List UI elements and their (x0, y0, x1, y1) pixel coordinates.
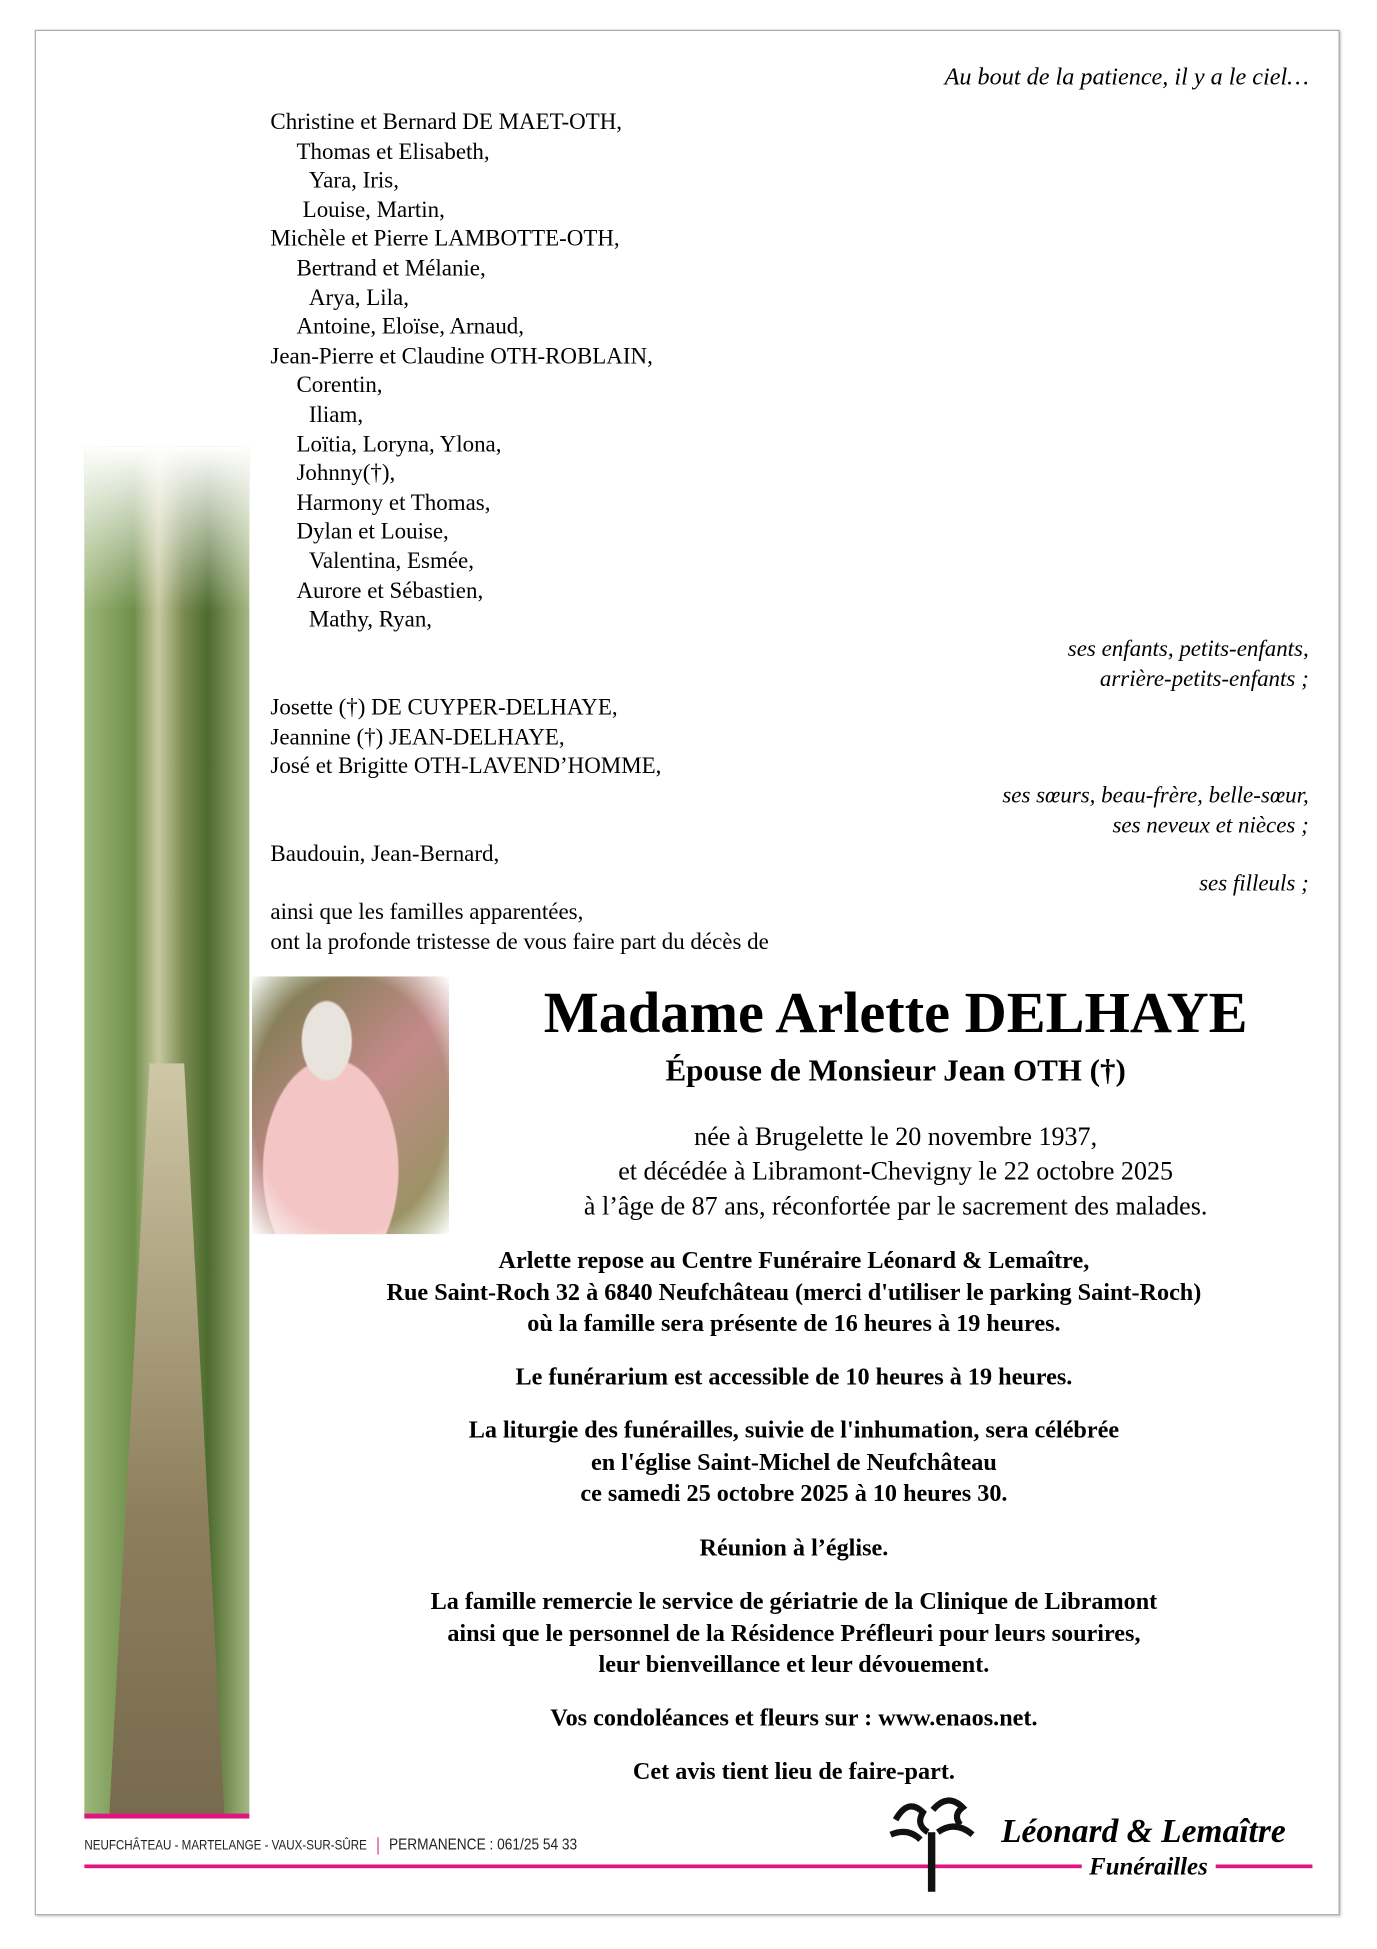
text-line: ce samedi 25 octobre 2025 à 10 heures 30. (580, 1481, 1008, 1508)
family-member-line: Johnny(†), (296, 461, 396, 487)
text-line: Arlette repose au Centre Funéraire Léonard & Lemaître, (498, 1247, 1090, 1274)
closing-line: ainsi que les familles apparentées, (270, 900, 584, 926)
family-list (270, 109, 652, 636)
condolences-link[interactable] (248, 1703, 1340, 1735)
sibling-line: Josette (†) DE CUYPER-DELHAYE, (270, 695, 618, 721)
family-member-line: Iliam, (308, 403, 364, 428)
relation-line: ses enfants, petits-enfants, (1067, 637, 1309, 663)
sibling-line: José et Brigitte OTH-LAVEND’HOMME, (270, 754, 662, 780)
portrait-photo (252, 976, 449, 1234)
footer-permanence: PERMANENCE : 061/25 54 33 (388, 1834, 578, 1854)
birth-death-dates (461, 1119, 1329, 1223)
text-line: leur bienveillance et leur dévouement. (598, 1652, 990, 1679)
family-member-line: Aurore et Sébastien, (296, 578, 484, 604)
family-member-line: Christine et Bernard DE MAET-OTH, (270, 110, 623, 136)
relation-line: ses sœurs, beau-frère, belle-sœur, (1002, 783, 1309, 809)
forest-path-image (84, 447, 249, 1818)
logo-name: Léonard & Lemaître (1001, 1812, 1286, 1850)
text-line: Réunion à l’église. (699, 1535, 889, 1562)
logo-subtitle: Funérailles (1082, 1853, 1215, 1882)
spouse-line: Épouse de Monsieur Jean OTH (†) (665, 1054, 1126, 1088)
date-line: à l’âge de 87 ans, réconfortée par le sacrement des malades. (583, 1190, 1208, 1221)
family-member-line: Louise, Martin, (302, 198, 445, 224)
funerarium-hours (248, 1362, 1340, 1394)
notice-statement (248, 1757, 1340, 1789)
relation-line: ses neveux et nièces ; (1112, 813, 1309, 839)
family-member-line: Loïtia, Loryna, Ylona, (296, 432, 502, 458)
text-line: où la famille sera présente de 16 heures à 19 heures. (527, 1311, 1061, 1338)
family-member-line: Mathy, Ryan, (308, 607, 433, 633)
text-line: La famille remercie le service de gériatrie de la Clinique de Libramont (430, 1589, 1158, 1616)
closing-line: ont la profonde tristesse de vous faire part du décès de (270, 929, 769, 955)
thanks-text (248, 1587, 1340, 1682)
sibling-line: Jeannine (†) JEAN-DELHAYE, (270, 725, 565, 750)
text-line: Cet avis tient lieu de faire-part. (632, 1759, 955, 1786)
family-member-line: Valentina, Esmée, (308, 549, 474, 575)
relation-siblings (1002, 783, 1308, 842)
relation-line: arrière-petits-enfants ; (1099, 666, 1309, 692)
family-member-line: Yara, Iris, (308, 168, 399, 194)
deceased-name: Madame Arlette DELHAYE (543, 981, 1248, 1046)
family-member-line: Thomas et Elisabeth, (296, 139, 490, 165)
family-member-line: Jean-Pierre et Claudine OTH-ROBLAIN, (270, 344, 653, 370)
family-member-line: Harmony et Thomas, (296, 490, 491, 516)
accent-bar (84, 1814, 249, 1819)
family-member-line: Corentin, (296, 373, 383, 399)
tree-icon (883, 1795, 982, 1894)
date-line: née à Brugelette le 20 novembre 1937, (694, 1121, 1098, 1152)
siblings-list (270, 695, 661, 783)
funeral-info (248, 1415, 1340, 1510)
text-line: Le funérarium est accessible de 10 heures à 19 heures. (515, 1364, 1073, 1391)
family-member-line: Bertrand et Mélanie, (296, 256, 486, 282)
funeral-home-logo (883, 1795, 1292, 1894)
closing-text (270, 899, 768, 958)
visitation-info (248, 1245, 1340, 1340)
family-member-line: Dylan et Louise, (296, 520, 449, 545)
text-line: Vos condoléances et fleurs sur : www.enaos.net. (550, 1705, 1038, 1732)
text-line: en l'église Saint-Michel de Neufchâteau (591, 1449, 997, 1476)
family-member-line: Antoine, Eloïse, Arnaud, (296, 315, 525, 341)
text-line: Rue Saint-Roch 32 à 6840 Neufchâteau (merci d'utiliser le parking Saint-Roch) (386, 1279, 1202, 1306)
epigraph-quote: Au bout de la patience, il y a le ciel… (944, 64, 1309, 91)
godchildren: Baudouin, Jean-Bernard, (270, 842, 500, 868)
text-line: La liturgie des funérailles, suivie de l'inhumation, sera célébrée (468, 1417, 1120, 1444)
reunion-info (248, 1533, 1340, 1565)
family-member-line: Michèle et Pierre LAMBOTTE-OTH, (270, 227, 620, 253)
text-line: ainsi que le personnel de la Résidence Préfleuri pour leurs sourires, (447, 1620, 1141, 1647)
date-line: et décédée à Libramont-Chevigny le 22 octobre 2025 (618, 1156, 1174, 1186)
relation-children (1068, 636, 1309, 695)
family-member-line: Arya, Lila, (308, 286, 409, 311)
footer-contact (84, 1835, 577, 1855)
footer-locations: NEUFCHÂTEAU - MARTELANGE - VAUX-SUR-SÛRE (84, 1838, 367, 1854)
relation-godchildren: ses filleuls ; (1199, 872, 1309, 897)
